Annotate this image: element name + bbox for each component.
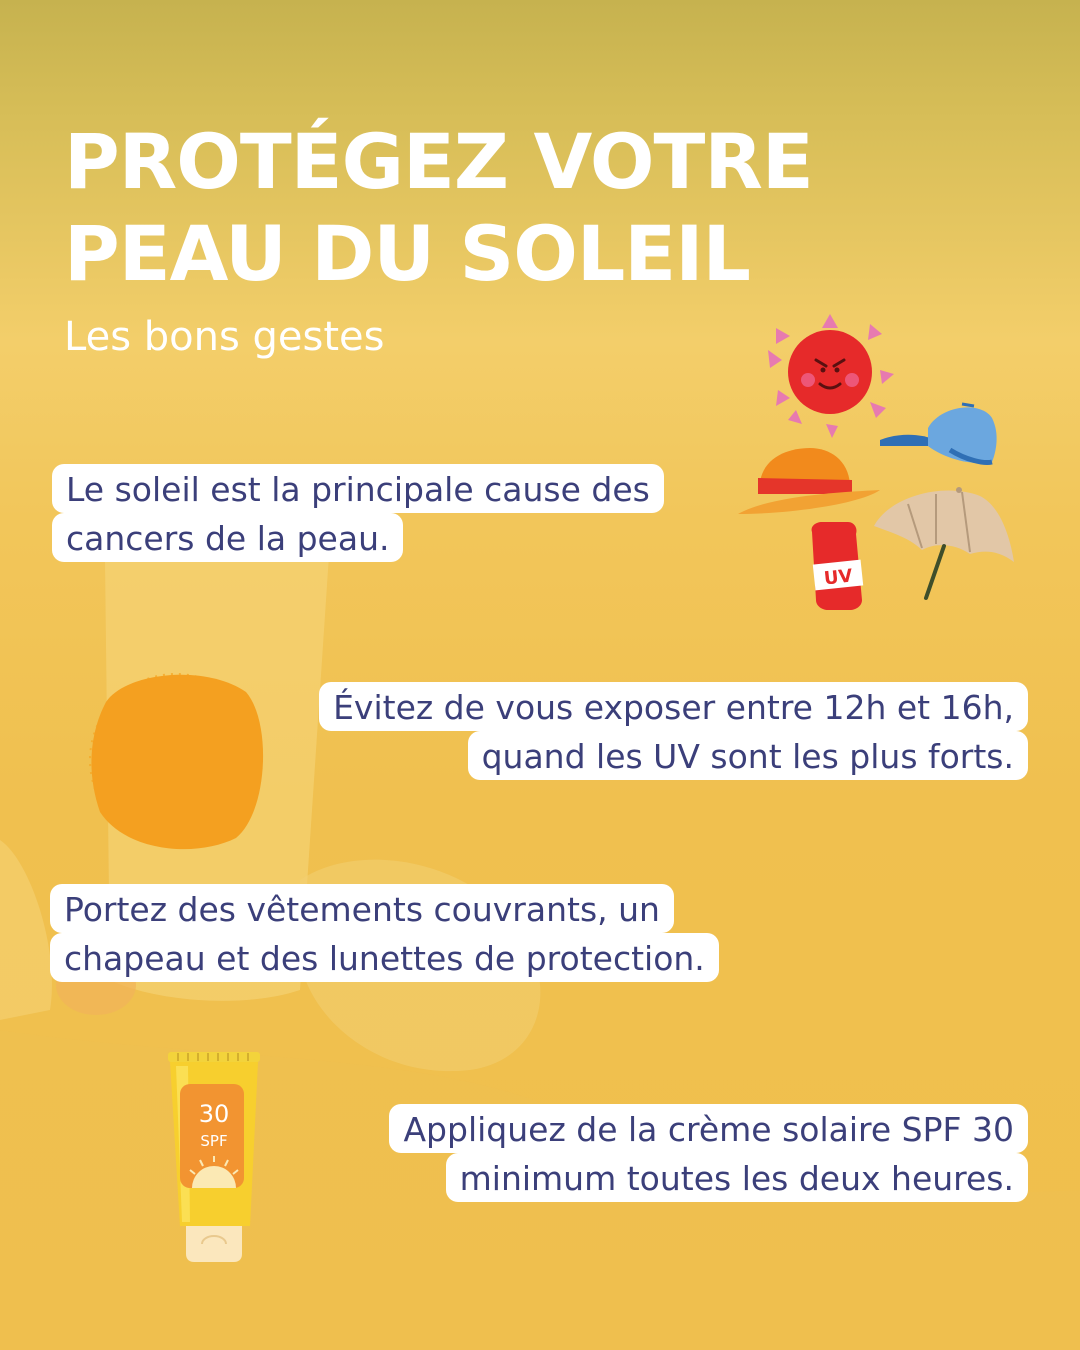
page-subtitle: Les bons gestes: [64, 314, 385, 360]
tip-bubble-hours: [319, 682, 1028, 780]
uv-bottle-icon: [812, 522, 864, 610]
tip-bubble-sun-cause: [52, 464, 664, 562]
sun-protection-illustration: [730, 300, 1030, 620]
angry-sun-icon: [768, 314, 894, 438]
tip-line: chapeau et des lunettes de protection.: [50, 933, 719, 982]
tip-line: Le soleil est la principale cause des: [52, 464, 664, 513]
tip-bubble-sunscreen: [389, 1104, 1028, 1202]
sunscreen-tube-icon: [164, 1050, 264, 1264]
spf-number: 30: [198, 1100, 230, 1128]
uv-label: UV: [822, 565, 854, 590]
hat-icon: [738, 448, 880, 514]
tip-bubble-clothing: [50, 884, 719, 982]
sun-icon: [86, 662, 270, 858]
tip-line: cancers de la peau.: [52, 513, 403, 562]
cap-icon: [880, 404, 997, 463]
tip-line: Appliquez de la crème solaire SPF 30: [389, 1104, 1028, 1153]
page-title: [64, 116, 813, 300]
tip-line: Portez des vêtements couvrants, un: [50, 884, 674, 933]
tip-line: quand les UV sont les plus forts.: [468, 731, 1028, 780]
tip-line: minimum toutes les deux heures.: [446, 1153, 1028, 1202]
title-line-2: PEAU DU SOLEIL: [64, 209, 750, 298]
umbrella-icon: [874, 487, 1014, 598]
title-line-1: PROTÉGEZ VOTRE: [64, 117, 813, 206]
tip-line: Évitez de vous exposer entre 12h et 16h,: [319, 682, 1028, 731]
spf-label: SPF: [200, 1132, 228, 1150]
